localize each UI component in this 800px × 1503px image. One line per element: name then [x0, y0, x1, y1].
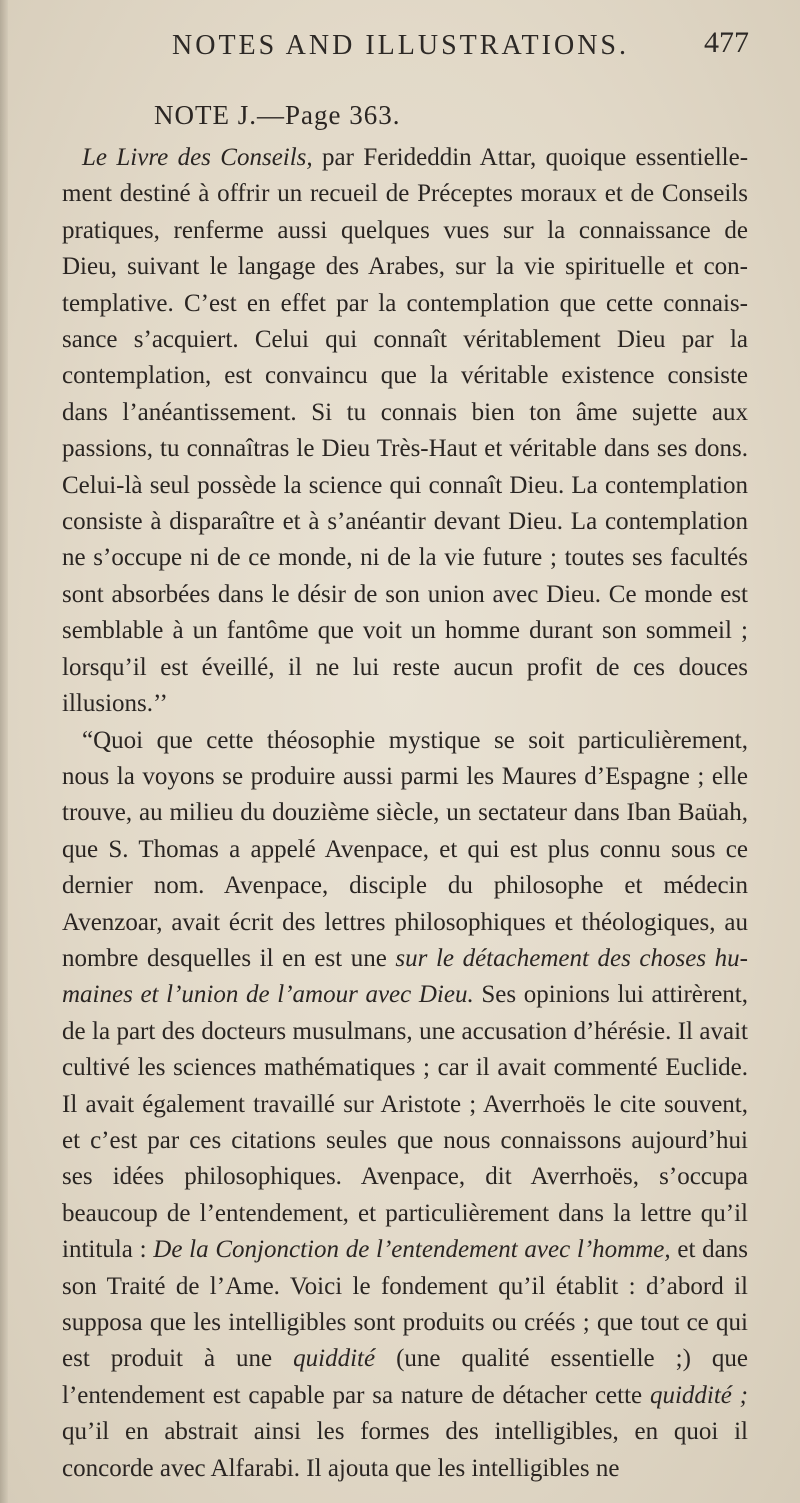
paragraph-1-text: par Ferideddin Attar, quoique essentiellement destiné à offrir un recueil de Préceptes moraux et de Conseils pratiques, renferme aussi quelques vues sur la connaissance de Dieu, suivant le langage des Arabes, sur la vie spirituelle et contemplative. C’est en effet par la contemplation que cette connaissance s’acquiert. Celui qui connaît véritablement Dieu par la contemplation, est convaincu que la véritable existence consiste dans l’anéantissement. Si tu connais bien ton âme sujette aux passions, tu connaîtras le Dieu Très-Haut et véritable dans ses dons. Celui-là seul possède la science qui connaît Dieu. La contemplation consiste à disparaître et à s’anéantir devant Dieu. La contemplation ne s’occupe ni de ce monde, ni de la vie future ; toutes ses facultés sont absorbées dans le désir de son union avec Dieu. Ce monde est semblable à un fantôme que voit un homme durant son sommeil ; lorsqu’il est éveillé, il ne lui reste aucun profit de ces douces illusions.’’ [62, 144, 749, 718]
quiddite-italic-1: quiddité [293, 1345, 376, 1373]
paragraph-2 [62, 723, 748, 1488]
running-title: NOTES AND ILLUSTRATIONS. [172, 30, 629, 61]
paragraph-2-text-c: et dans son Traité de l’Ame. Voici le fondement qu’il établit : d’abord il supposa que les intelligibles sont produits ou créés ; que tout ce qui est produit à une [62, 1236, 748, 1373]
note-title: NOTE J.—Page 363. [154, 100, 401, 130]
book-title-italic: Le Livre des Conseils, [82, 144, 313, 171]
treatise-title-italic: De la Conjonction de l’entendement avec l’homme, [153, 1236, 671, 1264]
paragraph-1 [62, 140, 748, 723]
paragraph-2-text-d: (une qualité essentielle ;) que l’entendement est capable par sa nature de détacher cette [62, 1345, 748, 1409]
quiddite-italic-2: quiddité ; [649, 1381, 748, 1409]
running-head [0, 6, 800, 66]
paragraph-2-text-b: Ses opinions lui attirèrent, de la part des docteurs musulmans, une accusation d’hérésie. Il avait cultivé les sciences mathématiques ; car il avait commenté Euclide. Il avait également travaillé sur Aristote ; Averrhoës le cite souvent, et c’est par ces citations seules que nous connaissons aujourd’hui ses idées philosophiques. Avenpace, dit Averrhoës, s’occupa beaucoup de l’entendement, et particulièrement dans la lettre qu’il intitula : [62, 981, 748, 1264]
paragraph-2-text-e: qu’il en abstrait ainsi les formes des intelligibles, en quoi il concorde avec Alfarabi. Il ajouta que les intelligibles ne [62, 1418, 748, 1482]
page-binding-shadow [0, 0, 8, 1503]
page-number: 477 [704, 26, 749, 59]
letter-title-italic: sur le détachement des choses humaines et l’union de l’amour avec Dieu. [62, 944, 748, 1009]
body-text [62, 140, 749, 1482]
paragraph-2-text-a: “Quoi que cette théosophie mystique se soit particulièrement, nous la voyons se produire aussi parmi les Maures d’Espagne ; elle trouve, au milieu du douzième siècle, un sectateur dans Iban Baüah, que S. Thomas a appelé Avenpace, et qui est plus connu sous ce dernier nom. Avenpace, disciple du philosophe et médecin Avenzoar, avait écrit des lettres philosophiques et théologiques, au nombre desquelles il en est une [62, 726, 748, 972]
